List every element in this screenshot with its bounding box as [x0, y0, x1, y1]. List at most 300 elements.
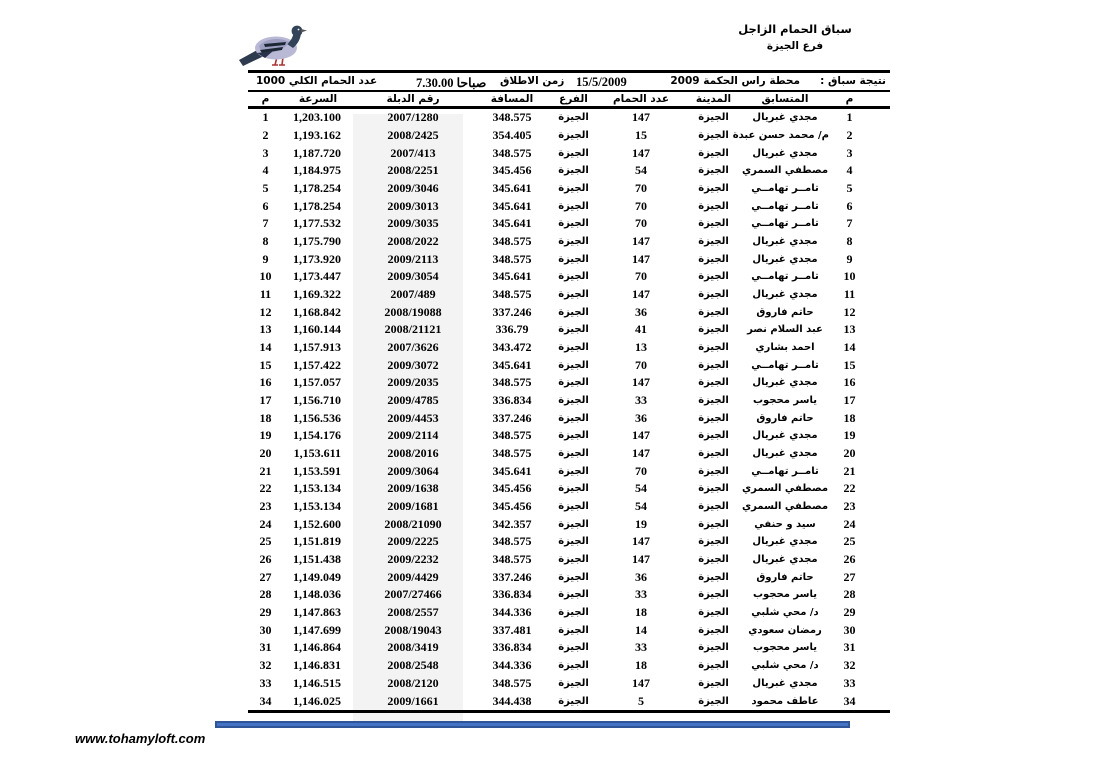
speed-cell: 1,153.134	[293, 481, 341, 496]
speed-cell: 1,156.710	[293, 393, 341, 408]
ring-number-cell: 2008/19088	[384, 304, 442, 319]
race-result-label: نتيجة سباق :	[820, 75, 886, 87]
rank-cell-left: 12	[259, 304, 272, 319]
rank-cell-left: 8	[262, 234, 269, 249]
rank-cell-right: 15	[843, 357, 856, 372]
branch-cell: الجيزة	[558, 165, 589, 177]
distance-cell: 345.641	[492, 216, 532, 231]
rank-cell-left: 15	[259, 357, 272, 372]
speed-cell: 1,173.920	[293, 251, 341, 266]
rank-cell-right: 4	[846, 163, 853, 178]
table-row	[248, 427, 890, 445]
competitor-name-cell: مصطفي السمري	[741, 483, 829, 495]
speed-cell: 1,154.176	[293, 428, 341, 443]
table-row	[248, 109, 890, 127]
speed-cell: 1,149.049	[293, 569, 341, 584]
table-body	[248, 109, 890, 713]
branch-cell: الجيزة	[558, 695, 589, 707]
competitor-name-cell: رمضان سعودي	[748, 624, 822, 636]
ring-number-cell: 2008/21121	[384, 322, 442, 337]
distance-cell: 348.575	[492, 446, 532, 461]
speed-cell: 1,178.254	[293, 181, 341, 196]
ring-number-cell: 2009/4785	[387, 393, 439, 408]
pigeon-count-cell: 14	[635, 622, 647, 637]
branch-cell: الجيزة	[558, 253, 589, 265]
website-link[interactable]: www.tohamyloft.com	[75, 731, 206, 746]
rank-cell-right: 27	[843, 569, 856, 584]
column-header-8: المتسابق	[761, 93, 809, 105]
city-cell: الجيزة	[698, 271, 729, 283]
speed-cell: 1,153.611	[293, 446, 341, 461]
race-info-row	[248, 73, 890, 92]
results-sheet	[248, 70, 890, 713]
branch-cell: الجيزة	[558, 465, 589, 477]
branch-cell: الجيزة	[558, 271, 589, 283]
pigeon-count-cell: 15	[635, 128, 647, 142]
rank-cell-left: 22	[259, 481, 272, 496]
rank-cell-left: 21	[259, 463, 272, 478]
city-cell: الجيزة	[698, 624, 729, 636]
distance-cell: 345.641	[492, 269, 532, 284]
rank-cell-right: 29	[843, 605, 856, 620]
city-cell: الجيزة	[698, 642, 729, 654]
branch-cell: الجيزة	[558, 554, 589, 566]
rank-cell-right: 21	[843, 463, 856, 478]
ring-number-cell: 2008/2548	[387, 658, 439, 673]
rank-cell-right: 19	[843, 428, 856, 443]
branch-cell: الجيزة	[558, 571, 589, 583]
branch-cell: الجيزة	[558, 218, 589, 230]
city-cell: الجيزة	[698, 554, 729, 566]
pigeon-count-cell: 33	[635, 640, 647, 655]
distance-cell: 345.456	[492, 499, 532, 514]
branch-cell: الجيزة	[558, 624, 589, 636]
distance-cell: 336.834	[492, 640, 532, 655]
rank-cell-left: 19	[259, 428, 272, 443]
city-cell: الجيزة	[698, 589, 729, 601]
speed-cell: 1,193.162	[293, 128, 341, 142]
speed-cell: 1,156.536	[293, 410, 341, 425]
competitor-name-cell: تامــر تهامــي	[751, 271, 819, 283]
ring-number-cell: 2007/413	[390, 145, 436, 160]
distance-cell: 348.575	[492, 145, 532, 160]
city-cell: الجيزة	[698, 430, 729, 442]
city-cell: الجيزة	[698, 147, 729, 159]
rank-cell-right: 8	[846, 234, 853, 249]
city-cell: الجيزة	[698, 465, 729, 477]
ring-number-cell: 2009/2035	[387, 375, 439, 390]
ring-number-cell: 2009/3072	[387, 357, 439, 372]
speed-cell: 1,153.591	[293, 463, 341, 478]
competitor-name-cell: م/ محمد حسن عبدة	[732, 130, 829, 141]
rank-cell-right: 7	[846, 216, 853, 231]
city-cell: الجيزة	[698, 395, 729, 407]
city-cell: الجيزة	[698, 218, 729, 230]
rank-cell-right: 28	[843, 587, 856, 602]
ring-number-cell: 2008/19043	[384, 622, 442, 637]
branch-cell: الجيزة	[558, 236, 589, 248]
ring-number-cell: 2007/27466	[384, 587, 442, 602]
ring-number-cell: 2009/2114	[387, 428, 439, 443]
release-time-value: 7.30.00 صباحا	[416, 76, 487, 90]
pigeon-count-cell: 18	[635, 605, 647, 620]
table-row	[248, 621, 890, 639]
ring-number-cell: 2009/2232	[387, 552, 439, 567]
competitor-name-cell: مجدي غبريال	[752, 289, 818, 301]
total-pigeons: عدد الحمام الكلي 1000	[256, 75, 378, 87]
city-cell: الجيزة	[698, 306, 729, 318]
column-header-4: المسافة	[490, 93, 534, 105]
release-time-label: زمن الاطلاق	[500, 75, 565, 87]
city-cell: الجيزة	[698, 695, 729, 707]
rank-cell-left: 10	[259, 269, 272, 284]
rank-cell-right: 16	[843, 375, 856, 390]
branch-cell: الجيزة	[558, 112, 589, 124]
rank-cell-right: 11	[843, 287, 856, 302]
city-cell: الجيزة	[698, 112, 729, 124]
rank-cell-left: 13	[259, 322, 272, 337]
pigeon-count-cell: 13	[635, 340, 647, 355]
branch-cell: الجيزة	[558, 607, 589, 619]
distance-cell: 348.575	[492, 675, 532, 690]
city-cell: الجيزة	[698, 253, 729, 265]
competitor-name-cell: ياسر محجوب	[753, 589, 817, 601]
distance-cell: 336.834	[492, 587, 532, 602]
distance-cell: 348.575	[492, 234, 532, 249]
speed-cell: 1,157.913	[293, 340, 341, 355]
pigeon-icon	[237, 20, 317, 70]
rank-cell-left: 18	[259, 410, 272, 425]
branch-cell: الجيزة	[558, 448, 589, 460]
pigeon-count-cell: 147	[632, 251, 650, 266]
rank-cell-left: 28	[259, 587, 272, 602]
column-header-7: المدينة	[695, 93, 732, 105]
table-row	[248, 515, 890, 533]
table-row	[248, 604, 890, 622]
city-cell: الجيزة	[698, 483, 729, 495]
table-row	[248, 657, 890, 675]
distance-cell: 348.575	[492, 251, 532, 266]
city-cell: الجيزة	[698, 289, 729, 301]
rank-cell-right: 2	[846, 128, 853, 142]
branch-cell: الجيزة	[558, 412, 589, 424]
ring-number-cell: 2009/3046	[387, 181, 439, 196]
competitor-name-cell: مصطفي السمري	[741, 165, 829, 177]
table-row	[248, 498, 890, 516]
table-row	[248, 356, 890, 374]
ring-number-cell: 2008/3419	[387, 640, 439, 655]
pigeon-count-cell: 147	[632, 428, 650, 443]
pigeon-count-cell: 70	[635, 181, 647, 196]
column-header-2: السرعة	[298, 93, 338, 105]
pigeon-count-cell: 36	[635, 410, 647, 425]
pigeon-count-cell: 147	[632, 552, 650, 567]
branch-cell: الجيزة	[558, 589, 589, 601]
branch-cell: الجيزة	[558, 359, 589, 371]
distance-cell: 336.834	[492, 393, 532, 408]
competitor-name-cell: تامــر تهامــي	[751, 359, 819, 371]
table-row	[248, 321, 890, 339]
branch-cell: الجيزة	[558, 536, 589, 548]
rank-cell-left: 6	[262, 198, 269, 213]
pigeon-count-cell: 33	[635, 587, 647, 602]
rank-cell-left: 26	[259, 552, 272, 567]
rank-cell-right: 31	[843, 640, 856, 655]
branch-cell: الجيزة	[558, 342, 589, 354]
distance-cell: 342.357	[492, 516, 532, 531]
rank-cell-left: 34	[259, 693, 272, 708]
competitor-name-cell: مجدي غبريال	[752, 554, 818, 566]
speed-cell: 1,153.134	[293, 499, 341, 514]
branch-cell: الجيزة	[558, 518, 589, 530]
rank-cell-right: 9	[846, 251, 853, 266]
speed-cell: 1,146.864	[293, 640, 341, 655]
city-cell: الجيزة	[698, 200, 729, 212]
rank-cell-right: 18	[843, 410, 856, 425]
table-row	[248, 127, 890, 145]
branch-cell: الجيزة	[558, 200, 589, 212]
document-title-block	[690, 22, 900, 52]
ring-number-cell: 2008/2022	[387, 234, 439, 249]
rank-cell-left: 32	[259, 658, 272, 673]
pigeon-count-cell: 18	[635, 658, 647, 673]
competitor-name-cell: ياسر محجوب	[753, 395, 817, 407]
column-header-1: م	[261, 93, 270, 105]
rank-cell-right: 25	[843, 534, 856, 549]
pigeon-count-cell: 70	[635, 357, 647, 372]
distance-cell: 345.641	[492, 463, 532, 478]
speed-cell: 1,169.322	[293, 287, 341, 302]
rank-cell-right: 34	[843, 693, 856, 708]
distance-cell: 345.456	[492, 481, 532, 496]
ring-number-cell: 2009/1661	[387, 693, 439, 708]
branch-cell: الجيزة	[558, 642, 589, 654]
distance-cell: 348.575	[492, 428, 532, 443]
table-row	[248, 215, 890, 233]
ring-number-cell: 2009/1638	[387, 481, 439, 496]
distance-cell: 348.575	[492, 375, 532, 390]
competitor-name-cell: احمد بشاري	[755, 342, 815, 354]
rank-cell-right: 22	[843, 481, 856, 496]
column-header-9: م	[845, 93, 854, 105]
header-row	[248, 92, 890, 109]
city-cell: الجيزة	[698, 677, 729, 689]
ring-number-cell: 2007/489	[390, 287, 436, 302]
city-cell: الجيزة	[698, 501, 729, 513]
pigeon-count-cell: 147	[632, 110, 650, 125]
rank-cell-left: 17	[259, 393, 272, 408]
city-cell: الجيزة	[698, 324, 729, 336]
rank-cell-right: 1	[846, 110, 853, 125]
city-cell: الجيزة	[698, 342, 729, 354]
city-cell: الجيزة	[698, 165, 729, 177]
table-row	[248, 180, 890, 198]
rank-cell-left: 25	[259, 534, 272, 549]
speed-cell: 1,147.863	[293, 605, 341, 620]
pigeon-count-cell: 70	[635, 216, 647, 231]
ring-number-cell: 2009/1681	[387, 499, 439, 514]
column-header-3: رقم الدبلة	[386, 93, 440, 105]
competitor-name-cell: مجدي غبريال	[752, 677, 818, 689]
table-row	[248, 639, 890, 657]
distance-cell: 345.456	[492, 163, 532, 178]
rank-cell-right: 32	[843, 658, 856, 673]
rank-cell-left: 27	[259, 569, 272, 584]
distance-cell: 344.336	[492, 658, 532, 673]
branch-cell: الجيزة	[558, 677, 589, 689]
distance-cell: 345.641	[492, 357, 532, 372]
branch-cell: الجيزة	[558, 147, 589, 159]
speed-cell: 1,152.600	[293, 516, 341, 531]
city-cell: الجيزة	[698, 236, 729, 248]
footer-bar	[215, 721, 850, 728]
competitor-name-cell: مجدي غبريال	[752, 253, 818, 265]
branch-cell: الجيزة	[558, 377, 589, 389]
table-row	[248, 568, 890, 586]
table-row	[248, 409, 890, 427]
ring-number-cell: 2009/2113	[387, 251, 439, 266]
race-date: 15/5/2009	[576, 75, 627, 89]
competitor-name-cell: حاتم فاروق	[756, 306, 814, 318]
city-cell: الجيزة	[698, 607, 729, 619]
competitor-name-cell: تامــر تهامــي	[751, 200, 819, 212]
table-row	[248, 339, 890, 357]
rank-cell-left: 11	[259, 287, 272, 302]
table-row	[248, 233, 890, 251]
rank-cell-right: 24	[843, 516, 856, 531]
speed-cell: 1,146.831	[293, 658, 341, 673]
rank-cell-left: 23	[259, 499, 272, 514]
table-row	[248, 586, 890, 604]
ring-number-cell: 2009/3013	[387, 198, 439, 213]
distance-cell: 337.246	[492, 410, 532, 425]
distance-cell: 348.575	[492, 534, 532, 549]
rank-cell-left: 4	[262, 163, 269, 178]
branch-cell: الجيزة	[558, 289, 589, 301]
column-header-5: الفرع	[559, 93, 588, 105]
ring-number-cell: 2008/2557	[387, 605, 439, 620]
speed-cell: 1,147.699	[293, 622, 341, 637]
table-row	[248, 162, 890, 180]
pigeon-count-cell: 147	[632, 675, 650, 690]
branch-cell: الجيزة	[558, 130, 589, 141]
speed-cell: 1,178.254	[293, 198, 341, 213]
table-row	[248, 374, 890, 392]
ring-number-cell: 2007/1280	[387, 110, 439, 125]
pigeon-count-cell: 147	[632, 145, 650, 160]
competitor-name-cell: حاتم فاروق	[756, 571, 814, 583]
competitor-name-cell: مجدي غبريال	[752, 147, 818, 159]
distance-cell: 337.481	[492, 622, 532, 637]
rank-cell-left: 20	[259, 446, 272, 461]
table-row	[248, 392, 890, 410]
distance-cell: 337.246	[492, 569, 532, 584]
rank-cell-right: 12	[843, 304, 856, 319]
rank-cell-left: 30	[259, 622, 272, 637]
rank-cell-left: 24	[259, 516, 272, 531]
pigeon-count-cell: 33	[635, 393, 647, 408]
pigeon-count-cell: 70	[635, 269, 647, 284]
branch-cell: الجيزة	[558, 306, 589, 318]
competitor-name-cell: عاطف محمود	[751, 695, 819, 707]
distance-cell: 348.575	[492, 552, 532, 567]
rank-cell-left: 29	[259, 605, 272, 620]
table-row	[248, 480, 890, 498]
branch-cell: الجيزة	[558, 660, 589, 672]
rank-cell-right: 26	[843, 552, 856, 567]
rank-cell-left: 14	[259, 340, 272, 355]
speed-cell: 1,184.975	[293, 163, 341, 178]
table-row	[248, 286, 890, 304]
distance-cell: 348.575	[492, 287, 532, 302]
table-row	[248, 675, 890, 693]
table-row	[248, 533, 890, 551]
competitor-name-cell: تامــر تهامــي	[751, 465, 819, 477]
rank-cell-right: 20	[843, 446, 856, 461]
competitor-name-cell: د/ محي شلبي	[751, 607, 819, 619]
speed-cell: 1,168.842	[293, 304, 341, 319]
competitor-name-cell: حاتم فاروق	[756, 412, 814, 424]
pigeon-count-cell: 147	[632, 446, 650, 461]
pigeon-count-cell: 41	[635, 322, 647, 337]
ring-number-cell: 2007/3626	[387, 340, 439, 355]
city-cell: الجيزة	[698, 660, 729, 672]
speed-cell: 1,173.447	[293, 269, 341, 284]
competitor-name-cell: د/ محي شلبي	[751, 660, 819, 672]
branch-subtitle: فرع الجيزة	[766, 40, 824, 52]
rank-cell-left: 5	[262, 181, 269, 196]
station-name: محطة راس الحكمة 2009	[670, 75, 800, 87]
ring-number-cell: 2008/2016	[387, 446, 439, 461]
table-row	[248, 462, 890, 480]
competitor-name-cell: مجدي غبريال	[752, 536, 818, 548]
competitor-name-cell: عبد السلام نصر	[747, 324, 823, 336]
pigeon-count-cell: 36	[635, 304, 647, 319]
rank-cell-left: 31	[259, 640, 272, 655]
rank-cell-left: 3	[262, 145, 269, 160]
rank-cell-right: 14	[843, 340, 856, 355]
distance-cell: 354.405	[492, 128, 532, 142]
distance-cell: 348.575	[492, 110, 532, 125]
city-cell: الجيزة	[698, 377, 729, 389]
table-row	[248, 303, 890, 321]
ring-number-cell: 2009/4429	[387, 569, 439, 584]
competitor-name-cell: مصطفي السمري	[741, 501, 829, 513]
speed-cell: 1,157.057	[293, 375, 341, 390]
competitor-name-cell: مجدي غبريال	[752, 236, 818, 248]
city-cell: الجيزة	[698, 359, 729, 371]
branch-cell: الجيزة	[558, 183, 589, 195]
city-cell: الجيزة	[698, 536, 729, 548]
competitor-name-cell: ياسر محجوب	[753, 642, 817, 654]
pigeon-count-cell: 54	[635, 163, 647, 178]
speed-cell: 1,151.819	[293, 534, 341, 549]
speed-cell: 1,175.790	[293, 234, 341, 249]
distance-cell: 345.641	[492, 181, 532, 196]
pigeon-count-cell: 54	[635, 499, 647, 514]
table-row	[248, 692, 890, 710]
branch-cell: الجيزة	[558, 430, 589, 442]
branch-cell: الجيزة	[558, 483, 589, 495]
pigeon-count-cell: 5	[638, 693, 644, 708]
pigeon-count-cell: 147	[632, 534, 650, 549]
rank-cell-left: 16	[259, 375, 272, 390]
ring-number-cell: 2009/4453	[387, 410, 439, 425]
table-row	[248, 445, 890, 463]
competitor-name-cell: تامــر تهامــي	[751, 218, 819, 230]
city-cell: الجيزة	[698, 130, 729, 141]
rank-cell-left: 9	[262, 251, 269, 266]
